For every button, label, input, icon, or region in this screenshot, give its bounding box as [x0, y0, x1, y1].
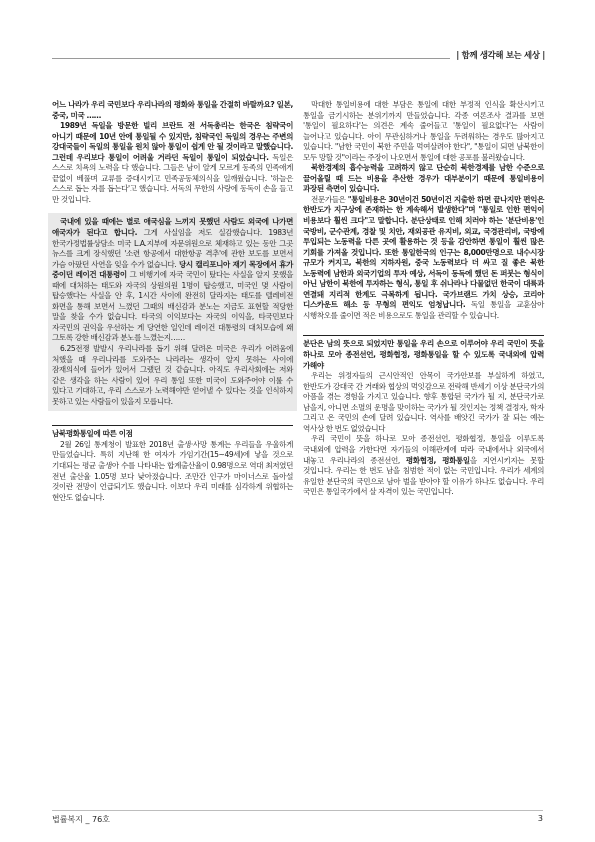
- left-column: [52, 100, 293, 503]
- reagan-mid: 그게 사실임을 저도 실감했습니다. 1983년 한국가정법률상담소 미국 L.A.지부에 자문위원으로 체재하고 있는 동안 그곳 뉴스를 크게 장식했던 '소련 항공에서 대한항공 격추'에 관한 보도를 보면서 가슴 아팠던 사연을 잊을 수가 없습니다.: [52, 228, 293, 269]
- paragraph-cost: 막대한 통일비용에 대한 부담은 통일에 대한 부정적 인식을 확산시키고 통일을 금기시하는 분위기까지 만들었습니다. 각종 여론조사 결과를 보면 '통일이 필요하다'는 의견은 계속 줄어들고 '통일이 필요없다'는 사람이 늘어나고 있습니다. 아이 무관심하거나 통일을 두려워하는 경우도 많아지고 있습니다. "남한 국민이 북한 주민을 먹여살려야 한다", "통일이 되면 남북한이 모두 망할 것"이라는 주장이 나오면서 통일에 대한 공포를 불러왔습니다.: [303, 100, 544, 162]
- shaded-box: [48, 213, 297, 411]
- experts-bold: "통일비용은 30년이건 50년이건 지출한 하면 끝나지만 편익은 한반도가 지구상에 존재하는 한 계속해서 발생한다"며 "통일로 인한 편익이 비용보다 훨씬 크다"고 말합니다. 분단상태로 인해 치러야 하는 '분단비용'인 국방비, 군수관계, 경찰 및 치안, 재외공관 유지비, 외교, 국경관리비, 국방에 투입되는 노동력을 다른 곳에 활용하는 것 등을 감안하면 통일이 훨씬 많은 기회를 가져올 것입니다. 또한 통일한국의 인구는 8,000만명으로 내수시장 규모가 커지고, 북한의 지하자원, 중국 노동력보다 더 싸고 질 좋은 북한 노동력에 남한과 외국기업의 투자 예상, 서독이 동독에 했던 돈 퍼붓는 형식이 아닌 남한이 북한에 투자하는 형식, 통일 후 쉬나라나 다물없던 한국이 대륙과 연결돼 지리적 한계도 극복하게 됩니다. 국가브랜드 가치 상승, 코리아 디스카운트 해소 등 무형의 편익도 엄청납니다.: [303, 194, 544, 310]
- brandt-bold: 1989년 독일을 방문한 빌리 브란트 전 서독총리는 한국은 침략국이 아니기 때문에 10년 안에 통일될 수 있지만, 침략국인 독일의 경우는 주변의 강대국들이 독일의 통일을 원치 않아 통일이 쉽게 안 될 것이라고 말했습니다. 그런데 우리보다 통일이 어려울 거라던 독일이 통일이 되었습니다.: [52, 121, 293, 162]
- footer: [52, 810, 543, 826]
- paragraph-korean-war: 6.25전쟁 발발시 우리나라를 돕기 위해 달려온 미국은 우리가 어려움에 처했을 때 우리나라를 도와주는 나라라는 생각이 알지 못하는 사이에 잠재의식에 들어가 있어서 그랬던 것 같습니다. 아직도 우리사회에는 저와 같은 생각을 하는 사람이 있어 우리 통일 또한 미국이 도와주어야 이룰 수 있다고 기대하고, 우리 스스로가 노력해야만 얻어낼 수 있다는 것을 인식하지 못하고 있는 사람들이 있을지 모릅니다.: [52, 344, 293, 406]
- paragraph-conclusion: [303, 434, 544, 497]
- brandt-rest: 독일은 스스로 치욕의 노력을 다 했습니다. 그들은 남이 알게 모르게 동족의 민족애게 끝없이 베풀며 교류를 증대시키고 민족공동체의식을 일깨웠습니다. '하늘은 스스로 돕는 자를 돕는다'고 했습니다. 서독의 무한의 사랑에 동독이 손을 들고 만 것입니다.: [52, 152, 293, 204]
- header-bar: [0, 44, 595, 70]
- paragraph-brandt: [52, 121, 293, 205]
- page-number: 3: [537, 814, 543, 823]
- conclusion-end: 을 지연시키지는 못할 것입니다. 우리는 한 번도 남을 침범한 적이 없는 국민입니다. 우리가 세계의 유일한 분단국의 국민으로 남아 벌을 받아야 할 이유가 하나도 없습니다. 우리 국민은 통일국가에서 살 자격이 있는 국민입니다.: [303, 455, 545, 497]
- footer-rule: [52, 810, 543, 811]
- paragraph-exaggerated: 북한경제의 흡수능력을 고려하지 않고 단순히 북한경제를 남한 수준으로 끌어올릴 때 드는 비용을 추산한 경우가 대부분이기 때문에 통일비용이 과장된 측면이 있습니다.: [303, 163, 544, 194]
- experts-end: 독일 통일을 교훈삼아 시행착오를 줄이면 적은 비용으로도 통일을 관리할 수 있습니다.: [303, 300, 545, 320]
- reagan-bold-2: 당시 캘리포니아 재기 목장에서 휴가 중이던 레이건 대통령이: [52, 259, 293, 280]
- right-column: [303, 100, 544, 498]
- paragraph-birthrate: 2월 26일 통계청이 발표한 2018년 출생·사망 통계는 우리들을 우울하게 만들었습니다. 특히 지난해 한 여자가 가임기간(15~49세)에 낳을 것으로 기대되는 평균 출생아 수를 나타내는 합계출산율이 0.98명으로 역대 최저였던 전년 출산율 1.05명 보다 낮아졌습니다. 조만간 인구가 마이너스로 돌아설 것이란 전망이 언급되기도 했습니다. 이보다 우리 미래를 심각하게 위협하는 현안도 없습니다.: [52, 439, 293, 502]
- reagan-end: 그 비행기에 자국 국민이 탔다는 사실을 알지 못했을 때에 대처하는 태도와 자국의 상원의원 1명이 탑승했고, 미국인 몇 사람이 탑승했다는 사실을 안 후, 1시간 사이에 완전히 달라지는 태도를 텔레비전 화면을 통해 보면서 느꼈던 그때의 배신감과 분노는 지금도 표현할 적당한 말을 찾을 수가 없습니다. 타국의 이익보다는 자국의 이익을, 타국민보다 자국민의 권익을 우선하는 게 당연한 일인데 레이건 대통령의 대처모습에 왜 그토록 강한 배신감과 분노를 느꼈는지……: [52, 270, 293, 343]
- conclusion-start: 우리 국민이 뜻을 하나로 모아 종전선언, 평화협정, 통일을 이루도록 국내외에 압력을 가한다면 자기들의 이해관계에 따라 국내에서나 외국에서 내놓고 우리나라의 종전선언,: [303, 434, 544, 465]
- reagan-bold-1: 국내에 있을 때에는 별로 애국심을 느끼지 못했던 사람도 외국에 나가면 애국자가 된다고 합니다.: [52, 217, 293, 238]
- paragraph-experts: [303, 195, 544, 322]
- conclusion-bold: 평화협정, 평화통일: [405, 455, 470, 465]
- section-tag: | 함께 생각해 보는 세상 |: [450, 49, 545, 61]
- paragraph-reagan: [52, 217, 293, 344]
- section-title-unification: 분단은 남의 뜻으로 되었지만 통일을 우리 손으로 이루어야 우리 국민이 뜻을 하나로 모아 종전선언, 평화협정, 평화통일을 할 수 있도록 국내외에 압력 가해야: [303, 335, 544, 371]
- magazine-issue: 법률복지 _ 76호: [52, 815, 110, 824]
- section-title-benefits: 남북평화통일에 따른 이점: [52, 425, 293, 440]
- paragraph-history: 우리는 위정자들의 근시안적인 안목이 국가안보를 부실하게 하였고, 한반도가 강대국 간 거래와 협상의 먹잇감으로 전락해 반세기 이상 분단국가의 아픔을 겪는 경험을 가지고 있습니다. 향후 통합된 국가가 될 지, 분단국가로 남을지, 아니면 소멸의 운명을 맞이하는 국가가 될 것인지는 정책 결정자, 학자 그리고 온 국민의 손에 달려 있습니다. 역사를 배앗긴 국가가 잘 되는 예는 역사상 한 번도 없었습니다: [303, 371, 544, 433]
- lead-question: 어느 나라가 우리 국민보다 우리나라의 평화와 통일을 간절히 바랄까요? 일본, 중국, 미국 ……: [52, 100, 293, 120]
- experts-start: 전문가들은: [311, 194, 348, 204]
